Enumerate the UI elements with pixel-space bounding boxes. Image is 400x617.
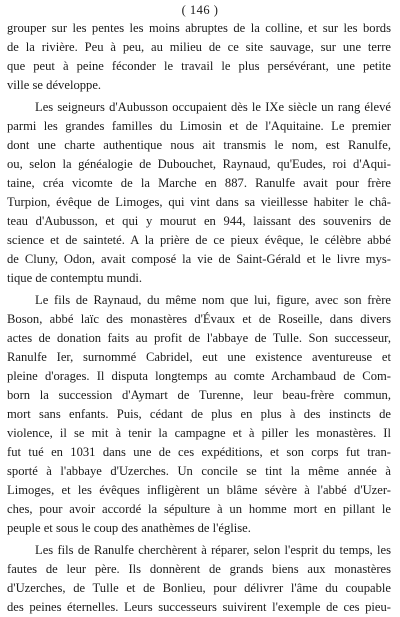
text-line: Les fils de Ranulfe cherchèrent à réparer, selon l'esprit du temps, les [35, 543, 391, 557]
text-line: d'Uzerches, de Tulle et de Bonlieu, pour délivrer l'âme du coupable [7, 581, 391, 595]
text-line: de la rivière. Peu à peu, au milieu de ce site sauvage, sur une terre [7, 40, 391, 54]
text-line: peuple et sous le coup des anathèmes de l'église. [7, 521, 251, 535]
page-text [7, 19, 391, 617]
text-line: teau d'Aubusson, et qui y mourut en 944, laissant des souvenirs de [7, 214, 391, 228]
text-line: fut tué en 1031 dans une de ces expéditions, et son corps fut tran- [7, 445, 391, 459]
text-line: ches, pour avoir accordé la sépulture à un homme mort en pillant le [7, 502, 391, 516]
text-line: grouper sur les pentes les moins abruptes de la colline, et sur les bords [7, 21, 391, 35]
text-line: des peines éternelles. Leurs successeurs suivirent l'exemple de ces pieu- [7, 600, 391, 614]
text-line: ville se développe. [7, 78, 102, 92]
text-line: tique de contemptu mundi. [7, 271, 143, 285]
text-line: Les seigneurs d'Aubusson occupaient dès le IXe siècle un rang élevé [35, 100, 391, 114]
text-line: taine, créa vicomte de la Marche en 887. Ranulfe avait pour frère [7, 176, 391, 190]
text-line: Ranulfe Ier, surnommé Cabridel, eut une existence aventureuse et [7, 350, 391, 364]
text-line: Limoges, et les évêques infligèrent un blâme sévère à l'abbé d'Uzer- [7, 483, 391, 497]
text-line: actes de donation faits au profit de l'abbaye de Tulle. Son successeur, [7, 331, 391, 345]
text-line: ou, selon la généalogie de Dubouchet, Raynaud, qu'Eudes, roi d'Aqui- [7, 157, 391, 171]
text-line: que peut à peine féconder le travail le plus persévérant, une petite [7, 59, 391, 73]
text-line: pleine d'orages. Il disputa longtemps au comte Archambaud de Com- [7, 369, 391, 383]
text-line: Turpion, évêque de Limoges, qui vint dans sa vieillesse habiter le châ- [7, 195, 391, 209]
text-line: born la succession d'Aymart de Turenne, leur beau-frère commun, [7, 388, 391, 402]
page-number: ( 146 ) [181, 3, 219, 17]
text-line: Le fils de Raynaud, du même nom que lui, figure, avec son frère [35, 293, 391, 307]
text-line: dont une charte authentique nous ait transmis le nom, est Ranulfe, [7, 138, 391, 152]
text-line: fautes de leur père. Ils donnèrent de grands biens aux monastères [7, 562, 391, 576]
text-line: de Cluny, Odon, avait composé la vie de Saint-Gérald et le livre mys- [7, 252, 391, 266]
text-line: sporté à l'abbaye d'Uzerches. Un concile se tint la même année à [7, 464, 391, 478]
text-line: parmi les grandes familles du Limosin et de l'Aquitaine. Le premier [7, 119, 391, 133]
text-line: science et de sainteté. A la prière de ce pieux évêque, le célèbre abbé [7, 233, 391, 247]
text-line: mort sans enfants. Puis, cédant de plus en plus à des instincts de [7, 407, 391, 421]
text-line: violence, il se mit à tenir la campagne et à piller les monastères. Il [7, 426, 391, 440]
text-line: Boson, abbé laïc des monastères d'Évaux et de Roseille, dans divers [7, 312, 391, 326]
